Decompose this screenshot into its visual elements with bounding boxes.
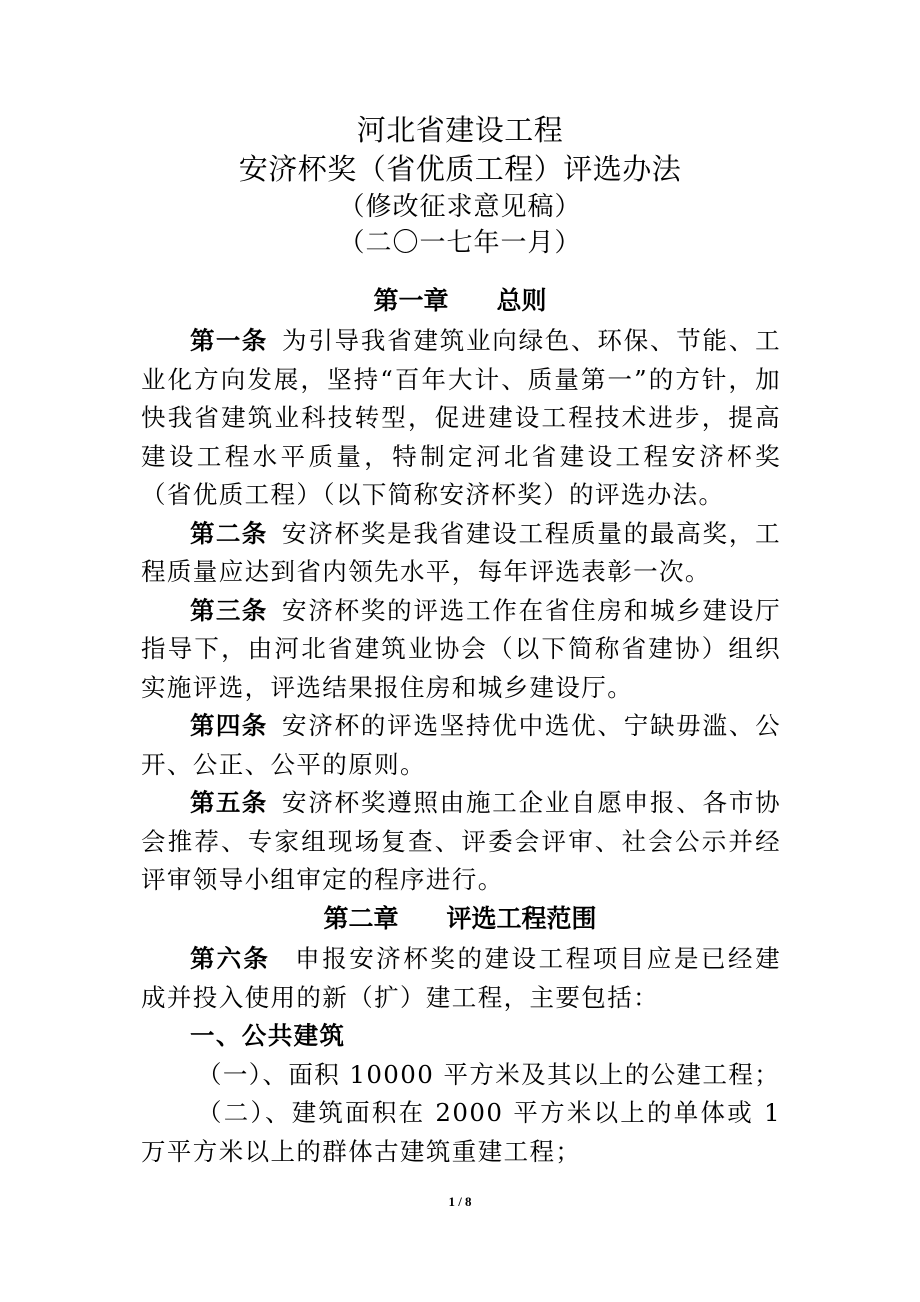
chapter-1-heading: [0, 283, 920, 319]
list-item: （二）、建筑面积在 2000 平方米以上的单体或 1 万平方米以上的群体古建筑重建工程；: [141, 1098, 781, 1166]
section-heading-public-buildings: 一、公共建筑: [190, 1021, 346, 1050]
article-label: 第三条: [190, 595, 268, 625]
chapter-1-body: [141, 322, 781, 900]
article-text: 安济杯奖是我省建设工程质量的最高奖，工程质量应达到省内领先水平，每年评选表彰一次。: [141, 518, 782, 586]
article-text: 为引导我省建筑业向绿色、环保、节能、工业化方向发展，坚持“百年大计、质量第一”的方针，加快我省建筑业科技转型，促进建设工程技术进步，提高建设工程水平质量，特制定河北省建设工程安济杯奖（省优质工程）（以下简称安济杯奖）的评选办法。: [141, 326, 782, 509]
chapter-2-name: 评选工程范围: [446, 904, 597, 933]
article-text: 安济杯奖遵照由施工企业自愿申报、各市协会推荐、专家组现场复查、评委会评审、社会公示并经评审领导小组审定的程序进行。: [141, 788, 782, 894]
article-label: 第一条: [190, 326, 268, 355]
page-number: 1 / 8: [448, 1194, 472, 1209]
article-label: 第四条: [190, 711, 268, 740]
chapter-1-name: 总则: [496, 286, 547, 315]
list-item: （一）、面积 10000 平方米及其以上的公建工程；: [197, 1059, 781, 1089]
title-line-2: 安济杯奖（省优质工程）评选办法: [238, 152, 682, 186]
chapter-2-heading: [0, 901, 920, 937]
document-title-block: [0, 111, 920, 261]
chapter-2-body: [141, 940, 781, 1171]
article-6: [141, 940, 781, 1017]
article-text: 申报安济杯奖的建设工程项目应是已经建成并投入使用的新（扩）建工程，主要包括：: [141, 944, 782, 1012]
article-label: 第五条: [190, 788, 268, 817]
article-text: 安济杯的评选坚持优中选优、宁缺毋滥、公开、公正、公平的原则。: [141, 711, 782, 779]
article-text: 安济杯奖的评选工作在省住房和城乡建设厅指导下，由河北省建筑业协会（以下简称省建协）组织实施评选，评选结果报住房和城乡建设厅。: [141, 595, 782, 702]
article-label: 第六条: [190, 944, 270, 973]
title-date: （二〇一七年一月）: [338, 228, 582, 258]
chapter-2-number: 第二章: [323, 904, 399, 933]
title-draft-note: （修改征求意见稿）: [338, 192, 582, 222]
title-line-1: 河北省建设工程: [356, 113, 564, 147]
article-1: [141, 322, 781, 515]
article-2: [141, 515, 781, 592]
article-3: [141, 592, 781, 708]
article-label: 第二条: [190, 518, 268, 548]
chapter-1-number: 第一章: [373, 286, 449, 315]
article-5: [141, 784, 781, 900]
article-4: [141, 707, 781, 784]
